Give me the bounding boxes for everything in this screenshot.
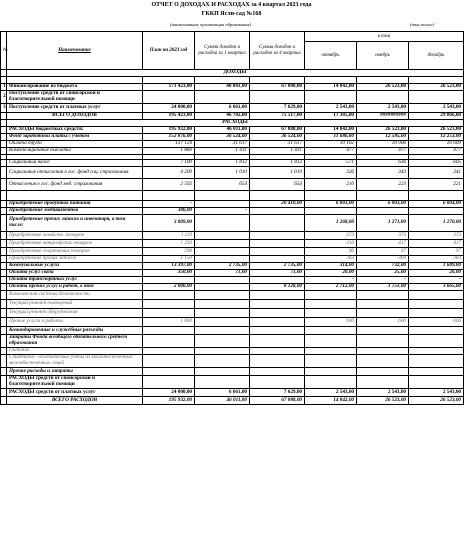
dec-value: 605 [409,160,464,167]
q4-value: 1 010 [250,167,305,179]
plan-value: 2 000,00 [143,284,195,291]
table-row [1,335,464,348]
table-row [1,160,464,167]
oct-value: - [305,277,357,284]
oct-value [305,291,357,300]
nov-value [357,191,409,201]
oct-value: 96 [305,248,357,256]
organization-note: (наименование организации образования) [170,22,252,27]
row-label: Стипендии - оплачиваемые учебы из малообеспеченных малообеспеченных семей [7,355,143,368]
oct-value: 17 385,00 [305,113,357,120]
plan-value: 1 800 [143,318,195,327]
plan-value: 300,00 [143,208,195,215]
q4-value: 67 888,00 [250,127,305,134]
dec-value: 26 523,00 [409,397,464,405]
plan-value: 4 200 [143,167,195,179]
col-num-header: № [1,32,7,70]
table-row [1,232,464,240]
dec-value: 1 689,00 [409,263,464,270]
plan-value [143,191,195,201]
table-row [1,376,464,389]
col-oct-header: октябрь [305,42,357,70]
dec-value [409,335,464,348]
oct-value: 2 543,00 [305,104,357,113]
q4-value [250,348,305,355]
plan-value: 290 [143,248,195,256]
col-q4-header: Сумма доходов и расходов за 4 квартал [250,32,305,70]
plan-value: 3 809,00 [143,215,195,232]
row-label: Приобретение продуктов питания [7,201,143,208]
row-label: РАСХОДЫ бюджетных средств: [7,127,143,134]
q1-value: 6 661,00 [195,389,250,397]
nov-value: 6 803,00 [357,201,409,208]
oct-value: 20,00 [305,270,357,277]
q1-value [195,201,250,208]
row-label: Комплексная система безопасности [7,291,143,300]
nov-value [357,368,409,376]
dec-value: - [409,277,464,284]
units-note: (тыс.тенге) [410,22,435,27]
row-label [7,191,143,201]
nov-value: 26 523,00 [357,397,409,405]
table-row [1,148,464,155]
plan-value [143,355,195,368]
dec-value: 6 804,00 [409,201,464,208]
dec-value: 3 665,00 [409,284,464,291]
q1-value: 654 [195,179,250,191]
dec-value [409,191,464,201]
row-number: 3 [1,104,7,113]
plan-value: 1 119 [143,232,195,240]
col-dec-header: декабрь [409,42,464,70]
oct-value: 2 543,00 [305,389,357,397]
oct-value: 477 [305,148,357,155]
nov-value: 12 585,00 [357,134,409,141]
q1-value [195,248,250,256]
plan-value: 137 124 [143,141,195,148]
row-label: РАСХОДЫ средств от спонсорской и благотворительной помощи [7,376,143,389]
q1-value [195,284,250,291]
q4-value: 2 735,00 [250,263,305,270]
q4-value: 1 812 [250,160,305,167]
q4-value [250,376,305,389]
oct-value [305,335,357,348]
oct-value [305,191,357,201]
oct-value [305,368,357,376]
q4-value [250,318,305,327]
q4-value: 71,00 [250,270,305,277]
q4-value [250,240,305,248]
plan-value [143,368,195,376]
oct-value [305,91,357,104]
nov-value: 2 543,00 [357,104,409,113]
q1-value [195,300,250,309]
row-label: Фонд заработной платы с учетом [7,134,143,141]
nov-value: 1 751,00 [357,284,409,291]
q4-value [250,291,305,300]
plan-value [143,348,195,355]
row-label: Командировочные и служебные разъезды [7,327,143,335]
table-row [1,191,464,201]
oct-value: 6 803,00 [305,201,357,208]
q4-value: 67 888,00 [250,84,305,91]
q1-value: 40 041,00 [195,84,250,91]
table-row [1,318,464,327]
report-table [0,31,464,405]
q1-value: 6 661,00 [195,104,250,113]
col-nov-header: ноябрь [357,42,409,70]
dec-value: 10 609 [409,141,464,148]
q1-value: 71,00 [195,270,250,277]
dec-value: 383 [409,256,464,263]
nov-value: 1 271,00 [357,215,409,232]
q1-value: 1 812 [195,160,250,167]
nov-value: 97 [357,248,409,256]
nov-value [357,376,409,389]
row-label: Отчисления в гос. фонд мед. страхования [7,179,143,191]
dec-value: 26,00 [409,270,464,277]
q4-value [250,248,305,256]
q4-value [250,355,305,368]
table-row [1,300,464,309]
table-row [1,389,464,397]
plan-value: 1 250 [143,240,195,248]
dec-value: 29 066,00 [409,113,464,120]
oct-value [305,348,357,355]
row-label: Приобретение хозяйств. товаров [7,232,143,240]
report-title: ОТЧЕТ О ДОХОДАХ И РАСХОДАХ за 4 квартал 2023 года [151,2,312,8]
q4-value: 20 410,00 [250,201,305,208]
table-row [1,309,464,318]
col-q1-header: Сумма доходов и расходов за 1 квартал [195,32,250,70]
q4-value [250,208,305,215]
dec-value [409,376,464,389]
row-label: Приобретение прочих запасов [7,256,143,263]
row-number: 2 [1,91,7,104]
dec-value [409,327,464,335]
plan-value: 195 932,00 [143,397,195,405]
row-label: Социальные отчисления в гос. фонд соц. страхования [7,167,143,179]
q1-value [195,240,250,248]
oct-value: 326 [305,167,357,179]
plan-value: 195 423,00 [143,113,195,120]
q1-value [195,91,250,104]
nov-value: 636 [357,160,409,167]
nov-value [357,300,409,309]
nov-value: 25,00 [357,270,409,277]
q4-value: 7 629,00 [250,104,305,113]
nov-value: 477 [357,148,409,155]
col-plan-header: План на 2023 год [143,32,195,70]
dec-value: 373 [409,232,464,240]
q4-value: 67 888,00 [250,397,305,405]
oct-value: 1 268,00 [305,215,357,232]
nov-value: ########## [357,113,409,120]
dec-value: 221 [409,179,464,191]
dec-value [409,355,464,368]
oct-value: 11 686,00 [305,134,357,141]
q1-value: 36 524,00 [195,134,250,141]
oct-value: 600 [305,318,357,327]
plan-value: 171 423,00 [143,84,195,91]
nov-value: 373 [357,232,409,240]
row-label: Коммунальные услуги [7,263,143,270]
plan-value [143,291,195,300]
row-label: ВСЕГО ДОХОДОВ [7,113,143,120]
table-row [1,291,464,300]
row-label: Компенсационные выплаты [7,148,143,155]
dec-value: 26 523,00 [409,84,464,91]
plan-value: 1 150 [143,256,195,263]
table-row [1,179,464,191]
row-label: Прочие расходы и затраты [7,368,143,376]
oct-value: 2 712,00 [305,284,357,291]
q1-value: 1 431 [195,148,250,155]
dec-value [409,91,464,104]
row-label: Оплата транспортных услуг [7,277,143,284]
plan-value: - [143,201,195,208]
q1-value [195,318,250,327]
plan-value: 350,00 [143,270,195,277]
dec-value: 97 [409,248,464,256]
dec-value [409,309,464,318]
q1-value [195,327,250,335]
oct-value: 14 842,00 [305,127,357,134]
q1-value [195,368,250,376]
column-header-row [1,32,464,42]
dec-value: 2 543,00 [409,389,464,397]
dec-value [409,291,464,300]
row-label: Поступление средств от спонсорской и благотворительной помощи [7,91,143,104]
plan-value [143,300,195,309]
plan-value: 7 100 [143,160,195,167]
dec-value: 600 [409,318,464,327]
plan-value [143,309,195,318]
q1-value [195,191,250,201]
q1-value: 46 702,00 [195,113,250,120]
dec-value: 1 270,00 [409,215,464,232]
dec-value: 2 543,00 [409,104,464,113]
q1-value [195,376,250,389]
nov-value [357,291,409,300]
dec-value [409,348,464,355]
table-row [1,284,464,291]
plan-value: 13 397,00 [143,263,195,270]
dec-value: 341 [409,167,464,179]
q4-value: 1 431 [250,148,305,155]
plan-value [143,91,195,104]
oct-value: 373 [305,232,357,240]
row-label: Приобретение прочих запасов и инвентаря, в том числе: [7,215,143,232]
row-label: Финансирование из бюджета [7,84,143,91]
oct-value: 314,00 [305,263,357,270]
oct-value: 10 102 [305,141,357,148]
plan-value [143,327,195,335]
q1-value [195,215,250,232]
row-label: ВСЕГО РАСХОДОВ [7,397,143,405]
table-row [1,240,464,248]
q4-value [250,232,305,240]
nov-value: - [357,277,409,284]
row-label: Текущий ремонт оборудования [7,309,143,318]
row-label: Приобретение спортивных товаров [7,248,143,256]
dec-value: 26 523,00 [409,127,464,134]
q1-value: 31 617 [195,141,250,148]
nov-value: 26 523,00 [357,127,409,134]
q4-value: 654 [250,179,305,191]
q4-value [250,215,305,232]
oct-value [305,300,357,309]
nov-value [357,91,409,104]
plan-value: 2 592 [143,179,195,191]
q4-value: 8 128,00 [250,284,305,291]
q1-value [195,232,250,240]
nov-value: 417 [357,240,409,248]
dec-value [409,300,464,309]
dec-value: 12 253,00 [409,134,464,141]
nov-value: 600 [357,318,409,327]
row-label: Социальный налог [7,160,143,167]
oct-value: 14 842,00 [305,84,357,91]
oct-value: 14 842,00 [305,397,357,405]
row-label: Приобретение канцелярских товаров [7,240,143,248]
nov-value [357,208,409,215]
section-income-label: ДОХОДЫ [7,70,464,77]
row-label: Поступление средств от платных услуг [7,104,143,113]
plan-value [143,376,195,389]
q1-value [195,309,250,318]
nov-value: 2 543,00 [357,389,409,397]
nov-value: 732,00 [357,263,409,270]
nov-value: 343 [357,167,409,179]
table-row [1,167,464,179]
col-incl-header: в том [305,32,464,42]
oct-value [305,376,357,389]
section-income-row [1,70,464,77]
dec-value [409,208,464,215]
nov-value [357,335,409,348]
nov-value [357,309,409,318]
q1-value: 46 011,00 [195,127,250,134]
q4-value: 31 617 [250,141,305,148]
dec-value [409,368,464,376]
row-label: Прочие услуги и работы [7,318,143,327]
row-label: Питание [7,348,143,355]
oct-value: 571 [305,160,357,167]
q1-value [195,291,250,300]
plan-value: 24 000,00 [143,104,195,113]
plan-value: 24 000,00 [143,389,195,397]
q4-value [250,327,305,335]
nov-value: 10 906 [357,141,409,148]
table-row [1,355,464,368]
nov-value [357,348,409,355]
q1-value: - [195,208,250,215]
oct-value [305,208,357,215]
q1-value: 2 735,00 [195,263,250,270]
oct-value: 210 [305,179,357,191]
table-row [1,208,464,215]
table-row [1,397,464,405]
nov-value [357,327,409,335]
q4-value: 75 517,00 [250,113,305,120]
q1-value: 1 010 [195,167,250,179]
row-label: Оплата услуг связи [7,270,143,277]
oct-value: 416 [305,240,357,248]
q4-value [250,91,305,104]
row-label: Оплата прочих услуг и работ, в том [7,284,143,291]
q1-value [195,348,250,355]
nov-value: 384 [357,256,409,263]
q4-value: 7 629,00 [250,389,305,397]
nov-value: 26 523,00 [357,84,409,91]
q1-value [195,277,250,284]
organization-name: ГККП Ясли-сад №168 [201,11,262,17]
dec-value: 417 [409,240,464,248]
q4-value [250,191,305,201]
plan-value: 1 860 [143,148,195,155]
col-name-header: Наименование [7,32,143,70]
oct-value [305,309,357,318]
q4-value [250,300,305,309]
row-number: 1 [1,84,7,91]
table-row [1,91,464,104]
nov-value [357,355,409,368]
q4-value: 36 524,00 [250,134,305,141]
table-row [1,215,464,232]
oct-value [305,327,357,335]
q1-value [195,335,250,348]
plan-value: 195 932,00 [143,127,195,134]
section-expenses-label: РАСХОДЫ [7,120,464,127]
dec-value: 477 [409,148,464,155]
row-label: РАСХОДЫ средств от платных услуг [7,389,143,397]
plan-value: 152 876,00 [143,134,195,141]
q1-value [195,355,250,368]
plan-value [143,335,195,348]
row-label: Оплата труда [7,141,143,148]
oct-value [305,355,357,368]
oct-value: 383 [305,256,357,263]
q4-value [250,368,305,376]
row-label: Текущий ремонт помещений [7,300,143,309]
q1-value: 46 011,00 [195,397,250,405]
nov-value: 223 [357,179,409,191]
q4-value [250,335,305,348]
row-label: Приобретение медикаментов [7,208,143,215]
q4-value [250,309,305,318]
row-label: Затраты Фонда всеобщего обязательного среднего образования [7,335,143,348]
